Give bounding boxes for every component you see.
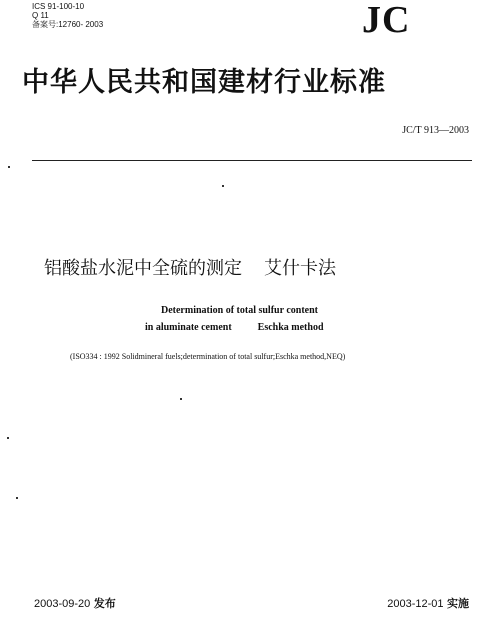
issue-date-block (34, 597, 116, 611)
document-title-en-part-a: in aluminate cement (145, 322, 232, 333)
document-title-cn (44, 258, 464, 280)
issue-date: 2003-09-20 (34, 598, 91, 610)
issue-label: 发布 (93, 597, 116, 610)
scan-speck (222, 185, 224, 187)
scan-speck (7, 437, 9, 439)
document-title-en-part-b: Eschka method (257, 322, 324, 333)
jc-logo: JC (362, 0, 411, 41)
implementation-date: 2003-12-01 (387, 598, 444, 610)
record-number: 备案号:12760- 2003 (32, 20, 104, 29)
document-title-main: 铝酸盐水泥中全硫的测定 (44, 258, 242, 279)
standard-name: 中华人民共和国建材行业标准 (22, 67, 386, 98)
document-title-method: 艾什卡法 (264, 258, 336, 279)
iso-reference: (ISO334 : 1992 Solidmineral fuels;determination of total sulfur;Eschka method,NEQ) (70, 352, 346, 361)
document-title-en-line2 (145, 322, 324, 334)
implementation-label: 实施 (447, 597, 469, 610)
document-title-en-line1: Determination of total sulfur content (161, 305, 319, 316)
standard-code: JC/T 913—2003 (402, 125, 469, 136)
header-divider (32, 160, 472, 161)
ccs-code: Q 11 (32, 11, 49, 20)
implementation-date-block (387, 597, 469, 611)
ics-code: ICS 91-100-10 (32, 2, 85, 11)
scan-speck (180, 398, 182, 400)
scan-speck (16, 497, 18, 499)
scan-speck (8, 166, 10, 168)
